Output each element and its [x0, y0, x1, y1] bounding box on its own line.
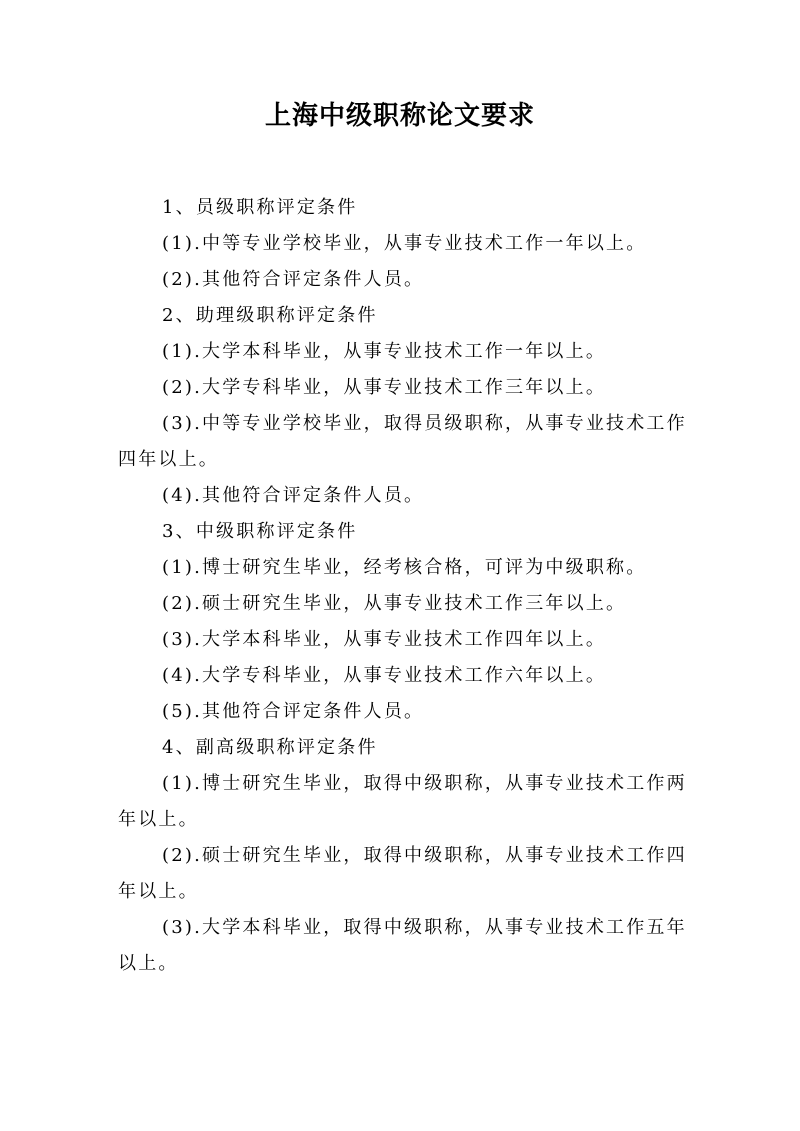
paragraph: (2).其他符合评定条件人员。	[162, 269, 425, 290]
paragraph: (4).大学专科毕业，从事专业技术工作六年以上。	[162, 665, 607, 686]
paragraph: (1).中等专业学校毕业，从事专业技术工作一年以上。	[162, 233, 647, 254]
paragraph: (1).博士研究生毕业，经考核合格，可评为中级职称。	[162, 557, 647, 578]
paragraph: (4).其他符合评定条件人员。	[162, 485, 425, 506]
paragraph: 1、员级职称评定条件	[162, 197, 358, 218]
paragraph: 2、助理级职称评定条件	[162, 305, 378, 326]
paragraph: 4、副高级职称评定条件	[162, 737, 378, 758]
paragraph: (1).大学本科毕业，从事专业技术工作一年以上。	[162, 341, 607, 362]
paragraph: (3).大学本科毕业，取得中级职称，从事专业技术工作五年以上。	[118, 917, 687, 974]
paragraph: (3).中等专业学校毕业，取得员级职称，从事专业技术工作四年以上。	[118, 413, 687, 470]
document-body	[118, 190, 700, 982]
paragraph: (2).大学专科毕业，从事专业技术工作三年以上。	[162, 377, 607, 398]
paragraph: 3、中级职称评定条件	[162, 521, 358, 542]
paragraph: (1).博士研究生毕业，取得中级职称，从事专业技术工作两年以上。	[118, 773, 687, 830]
paragraph: (3).大学本科毕业，从事专业技术工作四年以上。	[162, 629, 607, 650]
paragraph: (2).硕士研究生毕业，取得中级职称，从事专业技术工作四年以上。	[118, 845, 687, 902]
document-title: 上海中级职称论文要求	[264, 101, 535, 131]
paragraph: (5).其他符合评定条件人员。	[162, 701, 425, 722]
paragraph: (2).硕士研究生毕业，从事专业技术工作三年以上。	[162, 593, 627, 614]
